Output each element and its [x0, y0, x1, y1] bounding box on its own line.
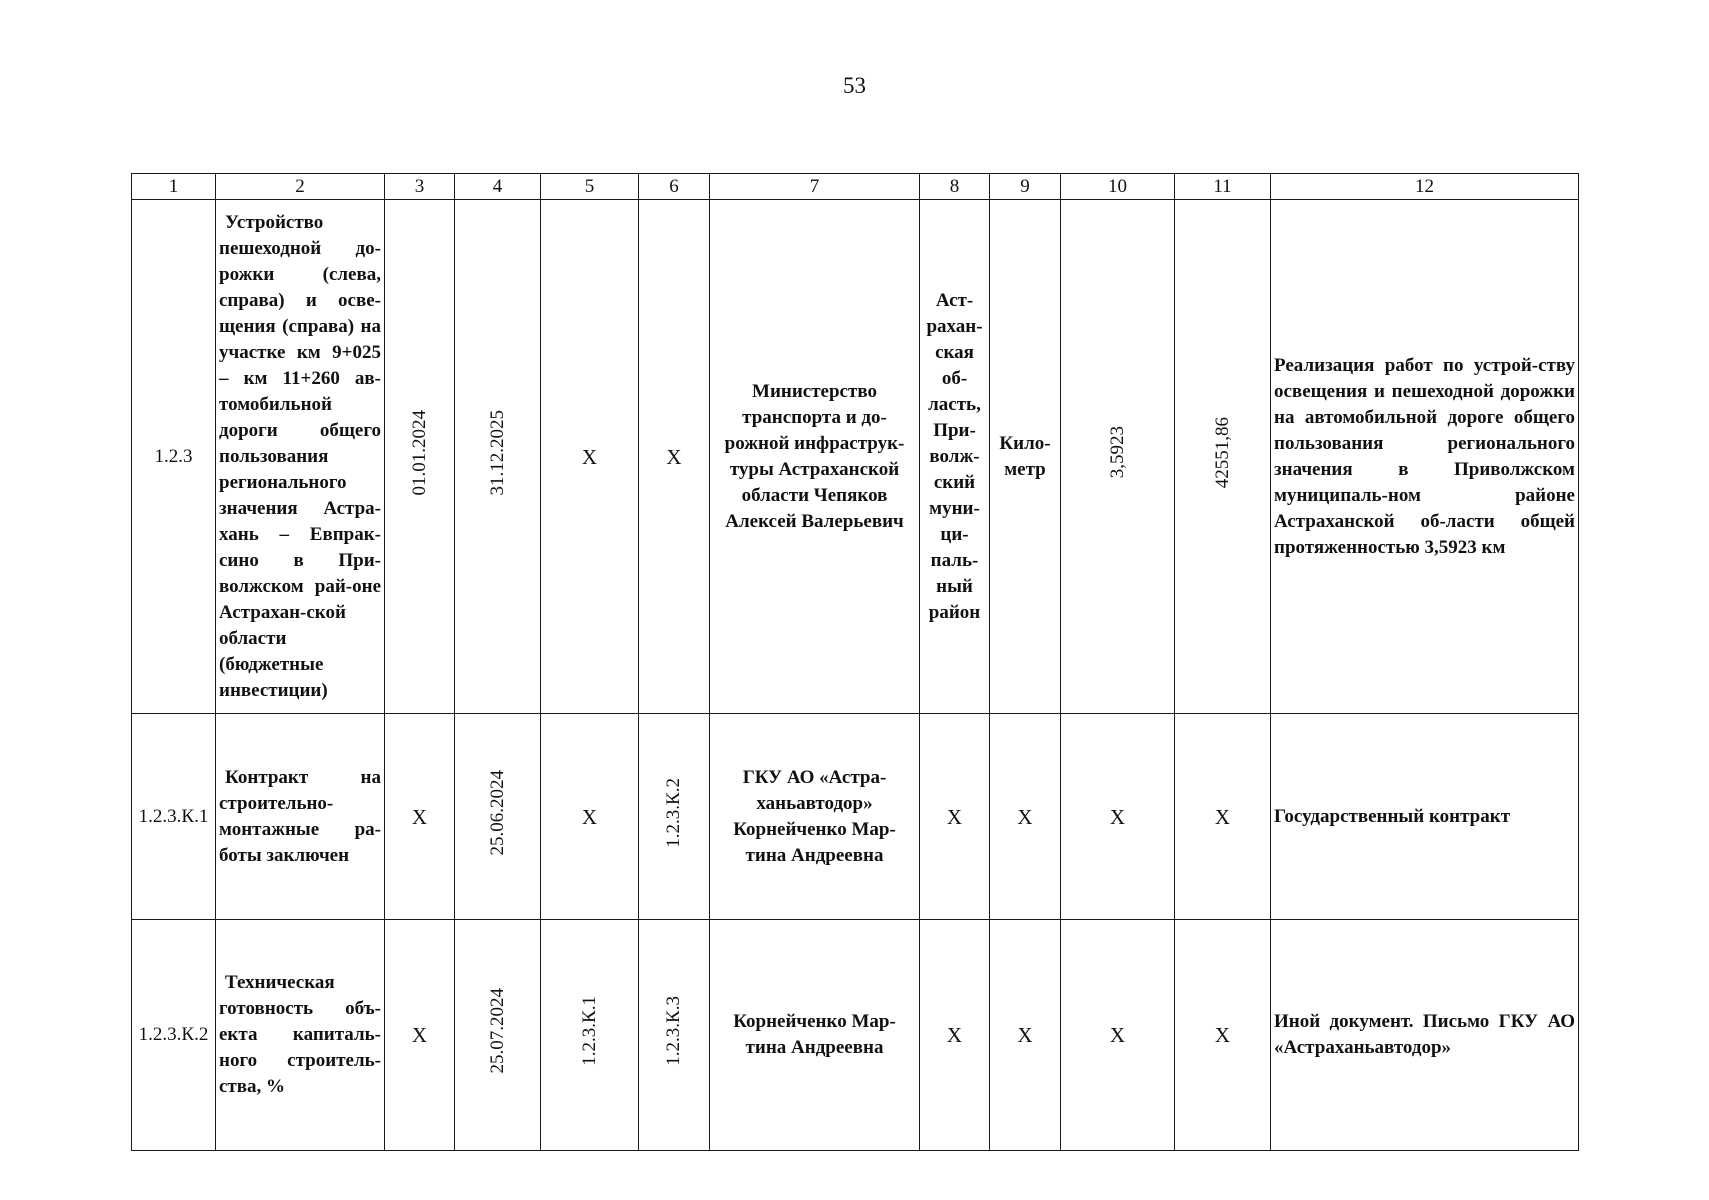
successor: 1.2.3.К.2	[663, 777, 684, 848]
row-name: Техническая готовность объ-екта капиталь-ного строитель-ства, %	[216, 920, 385, 1151]
result: Реализация работ по устрой-ству освещения и пешеходной дорожки на автомобильной дороге общего пользования регионального значения в Приволжском муниципаль-ном районе Астраханской об-ласти общей протяженностью 3,5923 км	[1271, 200, 1579, 714]
successor: Х	[639, 200, 710, 714]
predecessor: Х	[541, 714, 639, 920]
table-row	[132, 714, 1579, 920]
row-id: 1.2.3	[132, 200, 216, 714]
cost: Х	[1175, 714, 1271, 920]
start-date-cell	[385, 200, 455, 714]
column-header: 7	[710, 174, 920, 200]
column-header: 6	[639, 174, 710, 200]
row-id: 1.2.3.К.1	[132, 714, 216, 920]
cost: Х	[1175, 920, 1271, 1151]
responsible: Корнейченко Мар-тина Андреевна	[710, 920, 920, 1151]
column-header: 4	[455, 174, 541, 200]
end-date: 31.12.2025	[486, 409, 508, 496]
column-header: 3	[385, 174, 455, 200]
row-name: Устройство пешеходной до-рожки (слева, справа) и осве-щения (справа) на участке км 9+025 – км 11+260 ав-томобильной дороги общего пользования регионального значения Астра-хань – Евпрак-сино в При-волжском рай-оне Астрахан-ской области (бюджетные инвестиции)	[216, 200, 385, 714]
column-header: 9	[990, 174, 1061, 200]
column-header: 12	[1271, 174, 1579, 200]
table-row	[132, 920, 1579, 1151]
end-date-cell	[455, 200, 541, 714]
unit: Х	[990, 920, 1061, 1151]
start-date: Х	[385, 714, 455, 920]
cost: 42551,86	[1211, 416, 1233, 489]
end-date: 25.07.2024	[486, 988, 508, 1074]
value-cell	[1061, 200, 1175, 714]
predecessor: 1.2.3.К.1	[578, 996, 600, 1066]
end-date-cell	[455, 714, 541, 920]
location: Аст-рахан-ская об-ласть, При-волж-ский муни-ци-паль-ный район	[920, 200, 990, 714]
column-header: 8	[920, 174, 990, 200]
unit: Кило-метр	[990, 200, 1061, 714]
value: Х	[1061, 714, 1175, 920]
end-date-cell	[455, 920, 541, 1151]
result: Государственный контракт	[1271, 714, 1579, 920]
column-header: 2	[216, 174, 385, 200]
row-id: 1.2.3.К.2	[132, 920, 216, 1151]
column-header: 10	[1061, 174, 1175, 200]
cost-cell	[1175, 200, 1271, 714]
start-date: 01.01.2024	[408, 409, 430, 496]
unit: Х	[990, 714, 1061, 920]
value: Х	[1061, 920, 1175, 1151]
location: Х	[920, 920, 990, 1151]
column-header: 1	[132, 174, 216, 200]
page-number: 53	[843, 73, 866, 98]
result: Иной документ. Письмо ГКУ АО «Астраханьавтодор»	[1271, 920, 1579, 1151]
column-header: 11	[1175, 174, 1271, 200]
successor: 1.2.3.К.3	[663, 996, 684, 1066]
value: 3,5923	[1106, 426, 1128, 479]
table-header-row	[132, 174, 1579, 200]
location: Х	[920, 714, 990, 920]
start-date: Х	[385, 920, 455, 1151]
end-date: 25.06.2024	[486, 769, 508, 856]
successor-cell	[639, 714, 710, 920]
responsible: Министерство транспорта и до-рожной инфраструк-туры Астраханской области Чепяков Алексей Валерьевич	[710, 200, 920, 714]
row-name: Контракт на строительно-монтажные ра-боты заключен	[216, 714, 385, 920]
predecessor: Х	[541, 200, 639, 714]
successor-cell	[639, 920, 710, 1151]
table-row	[132, 200, 1579, 714]
column-header: 5	[541, 174, 639, 200]
plan-table	[131, 173, 1579, 1151]
predecessor-cell	[541, 920, 639, 1151]
responsible: ГКУ АО «Астра-ханьавтодор» Корнейченко Мар-тина Андреевна	[710, 714, 920, 920]
